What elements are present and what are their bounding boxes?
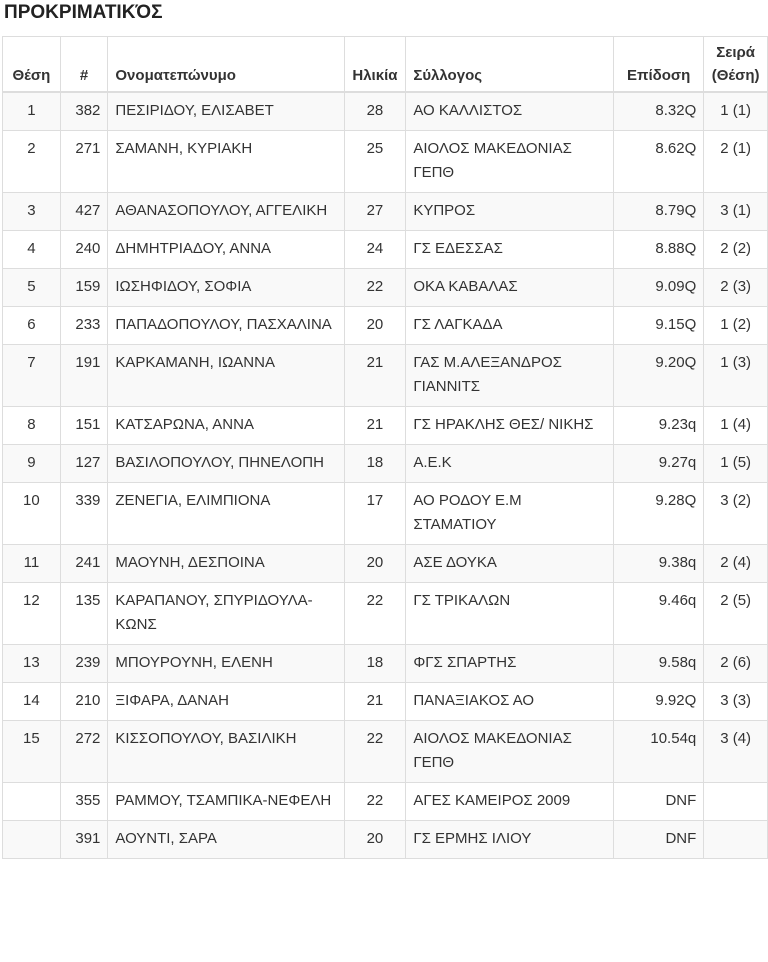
cell-position: 7 <box>3 345 61 407</box>
cell-club: ΓΑΣ Μ.ΑΛΕΞΑΝΔΡΟΣ ΓΙΑΝΝΙΤΣ <box>406 345 614 407</box>
cell-performance: 9.38q <box>614 545 704 583</box>
cell-age: 22 <box>344 269 406 307</box>
cell-position: 10 <box>3 483 61 545</box>
cell-heat-position: 1 (5) <box>704 445 768 483</box>
table-row <box>3 645 768 683</box>
cell-athlete-name: ΚΑΤΣΑΡΩΝΑ, ΑΝΝΑ <box>108 407 344 445</box>
cell-age: 28 <box>344 92 406 131</box>
cell-club: ΓΣ ΕΡΜΗΣ ΙΛΙΟΥ <box>406 821 614 859</box>
cell-athlete-name: ΚΑΡΑΠΑΝΟΥ, ΣΠΥΡΙΔΟΥΛΑ-ΚΩΝΣ <box>108 583 344 645</box>
cell-heat-position <box>704 783 768 821</box>
cell-position: 5 <box>3 269 61 307</box>
cell-position: 6 <box>3 307 61 345</box>
cell-club: ΚΥΠΡΟΣ <box>406 193 614 231</box>
table-row <box>3 92 768 131</box>
cell-number: 135 <box>60 583 108 645</box>
cell-athlete-name: ΖΕΝΕΓΙΑ, ΕΛΙΜΠΙΟΝΑ <box>108 483 344 545</box>
cell-number: 272 <box>60 721 108 783</box>
table-row <box>3 783 768 821</box>
cell-athlete-name: ΠΕΣΙΡΙΔΟΥ, ΕΛΙΣΑΒΕΤ <box>108 92 344 131</box>
cell-athlete-name: ΜΑΟΥΝΗ, ΔΕΣΠΟΙΝΑ <box>108 545 344 583</box>
header-heat-line1: Σειρά <box>716 44 756 61</box>
cell-club: ΓΣ ΗΡΑΚΛΗΣ ΘΕΣ/ ΝΙΚΗΣ <box>406 407 614 445</box>
table-row <box>3 821 768 859</box>
cell-position: 1 <box>3 92 61 131</box>
table-row <box>3 445 768 483</box>
cell-performance: 8.62Q <box>614 131 704 193</box>
cell-performance: 9.58q <box>614 645 704 683</box>
cell-heat-position: 2 (5) <box>704 583 768 645</box>
cell-number: 151 <box>60 407 108 445</box>
cell-age: 20 <box>344 307 406 345</box>
cell-number: 159 <box>60 269 108 307</box>
cell-athlete-name: ΑΟΥΝΤΙ, ΣΑΡΑ <box>108 821 344 859</box>
cell-athlete-name: ΑΘΑΝΑΣΟΠΟΥΛΟΥ, ΑΓΓΕΛΙΚΗ <box>108 193 344 231</box>
cell-position: 11 <box>3 545 61 583</box>
cell-athlete-name: ΙΩΣΗΦΙΔΟΥ, ΣΟΦΙΑ <box>108 269 344 307</box>
table-row <box>3 269 768 307</box>
cell-performance: DNF <box>614 783 704 821</box>
cell-athlete-name: ΚΑΡΚΑΜΑΝΗ, ΙΩΑΝΝΑ <box>108 345 344 407</box>
cell-position: 14 <box>3 683 61 721</box>
results-table <box>2 36 768 859</box>
table-row <box>3 683 768 721</box>
cell-heat-position: 2 (4) <box>704 545 768 583</box>
cell-position: 2 <box>3 131 61 193</box>
cell-position: 15 <box>3 721 61 783</box>
cell-athlete-name: ΜΠΟΥΡΟΥΝΗ, ΕΛΕΝΗ <box>108 645 344 683</box>
cell-performance: 9.15Q <box>614 307 704 345</box>
table-row <box>3 483 768 545</box>
page-title: ΠΡΟΚΡΙΜΑΤΙΚΌΣ <box>4 2 163 23</box>
cell-athlete-name: ΠΑΠΑΔΟΠΟΥΛΟΥ, ΠΑΣΧΑΛΙΝΑ <box>108 307 344 345</box>
cell-number: 191 <box>60 345 108 407</box>
cell-performance: 9.20Q <box>614 345 704 407</box>
cell-number: 239 <box>60 645 108 683</box>
cell-age: 22 <box>344 721 406 783</box>
cell-performance: 9.09Q <box>614 269 704 307</box>
cell-club: Α.Ε.Κ <box>406 445 614 483</box>
header-name: Ονοματεπώνυμο <box>108 37 344 93</box>
cell-number: 210 <box>60 683 108 721</box>
cell-number: 339 <box>60 483 108 545</box>
cell-performance: DNF <box>614 821 704 859</box>
cell-performance: 9.92Q <box>614 683 704 721</box>
cell-position: 12 <box>3 583 61 645</box>
table-row <box>3 721 768 783</box>
cell-club: ΑΟ ΡΟΔΟΥ Ε.Μ ΣΤΑΜΑΤΙΟΥ <box>406 483 614 545</box>
cell-club: ΓΣ ΤΡΙΚΑΛΩΝ <box>406 583 614 645</box>
cell-position <box>3 783 61 821</box>
cell-club: ΦΓΣ ΣΠΑΡΤΗΣ <box>406 645 614 683</box>
header-club: Σύλλογος <box>406 37 614 93</box>
cell-heat-position: 3 (4) <box>704 721 768 783</box>
table-row <box>3 407 768 445</box>
cell-heat-position: 1 (2) <box>704 307 768 345</box>
cell-number: 427 <box>60 193 108 231</box>
cell-athlete-name: ΣΑΜΑΝΗ, ΚΥΡΙΑΚΗ <box>108 131 344 193</box>
cell-performance: 9.28Q <box>614 483 704 545</box>
cell-performance: 8.32Q <box>614 92 704 131</box>
header-row <box>3 37 768 93</box>
header-heat <box>704 37 768 93</box>
cell-number: 391 <box>60 821 108 859</box>
cell-position: 8 <box>3 407 61 445</box>
cell-number: 240 <box>60 231 108 269</box>
header-performance: Επίδοση <box>614 37 704 93</box>
cell-club: ΟΚΑ ΚΑΒΑΛΑΣ <box>406 269 614 307</box>
cell-position: 13 <box>3 645 61 683</box>
cell-number: 355 <box>60 783 108 821</box>
table-row <box>3 193 768 231</box>
cell-number: 382 <box>60 92 108 131</box>
cell-age: 25 <box>344 131 406 193</box>
cell-age: 21 <box>344 683 406 721</box>
cell-age: 24 <box>344 231 406 269</box>
cell-athlete-name: ΚΙΣΣΟΠΟΥΛΟΥ, ΒΑΣΙΛΙΚΗ <box>108 721 344 783</box>
cell-heat-position: 1 (1) <box>704 92 768 131</box>
cell-number: 233 <box>60 307 108 345</box>
cell-age: 17 <box>344 483 406 545</box>
cell-athlete-name: ΒΑΣΙΛΟΠΟΥΛΟΥ, ΠΗΝΕΛΟΠΗ <box>108 445 344 483</box>
cell-performance: 9.23q <box>614 407 704 445</box>
cell-age: 27 <box>344 193 406 231</box>
cell-age: 22 <box>344 783 406 821</box>
cell-position: 3 <box>3 193 61 231</box>
header-heat-line2: (Θέση) <box>711 67 760 84</box>
table-row <box>3 545 768 583</box>
table-body <box>3 92 768 859</box>
cell-club: ΓΣ ΛΑΓΚΑΔΑ <box>406 307 614 345</box>
cell-heat-position: 2 (1) <box>704 131 768 193</box>
cell-heat-position: 3 (2) <box>704 483 768 545</box>
cell-athlete-name: ΡΑΜΜΟΥ, ΤΣΑΜΠΙΚΑ-ΝΕΦΕΛΗ <box>108 783 344 821</box>
cell-age: 18 <box>344 645 406 683</box>
cell-number: 271 <box>60 131 108 193</box>
cell-heat-position <box>704 821 768 859</box>
cell-club: ΑΙΟΛΟΣ ΜΑΚΕΔΟΝΙΑΣ ΓΕΠΘ <box>406 131 614 193</box>
cell-age: 18 <box>344 445 406 483</box>
table-row <box>3 307 768 345</box>
table-header <box>3 37 768 93</box>
cell-heat-position: 2 (6) <box>704 645 768 683</box>
header-number: # <box>60 37 108 93</box>
table-row <box>3 583 768 645</box>
cell-athlete-name: ΔΗΜΗΤΡΙΑΔΟΥ, ΑΝΝΑ <box>108 231 344 269</box>
cell-age: 20 <box>344 821 406 859</box>
cell-performance: 8.88Q <box>614 231 704 269</box>
cell-club: ΓΣ ΕΔΕΣΣΑΣ <box>406 231 614 269</box>
cell-heat-position: 2 (2) <box>704 231 768 269</box>
table-row <box>3 131 768 193</box>
cell-club: ΑΟ ΚΑΛΛΙΣΤΟΣ <box>406 92 614 131</box>
cell-position: 9 <box>3 445 61 483</box>
cell-age: 21 <box>344 407 406 445</box>
cell-heat-position: 1 (4) <box>704 407 768 445</box>
cell-age: 20 <box>344 545 406 583</box>
cell-club: ΠΑΝΑΞΙΑΚΟΣ ΑΟ <box>406 683 614 721</box>
cell-heat-position: 1 (3) <box>704 345 768 407</box>
cell-performance: 10.54q <box>614 721 704 783</box>
cell-club: ΑΣΕ ΔΟΥΚΑ <box>406 545 614 583</box>
cell-age: 22 <box>344 583 406 645</box>
cell-performance: 9.27q <box>614 445 704 483</box>
cell-heat-position: 3 (3) <box>704 683 768 721</box>
cell-club: ΑΙΟΛΟΣ ΜΑΚΕΔΟΝΙΑΣ ΓΕΠΘ <box>406 721 614 783</box>
cell-number: 241 <box>60 545 108 583</box>
header-age: Ηλικία <box>344 37 406 93</box>
cell-club: ΑΓΕΣ ΚΑΜΕΙΡΟΣ 2009 <box>406 783 614 821</box>
cell-performance: 8.79Q <box>614 193 704 231</box>
cell-position <box>3 821 61 859</box>
cell-athlete-name: ΞΙΦΑΡΑ, ΔΑΝΑΗ <box>108 683 344 721</box>
cell-position: 4 <box>3 231 61 269</box>
cell-performance: 9.46q <box>614 583 704 645</box>
cell-heat-position: 2 (3) <box>704 269 768 307</box>
table-row <box>3 231 768 269</box>
table-row <box>3 345 768 407</box>
cell-age: 21 <box>344 345 406 407</box>
cell-number: 127 <box>60 445 108 483</box>
header-position: Θέση <box>3 37 61 93</box>
cell-heat-position: 3 (1) <box>704 193 768 231</box>
